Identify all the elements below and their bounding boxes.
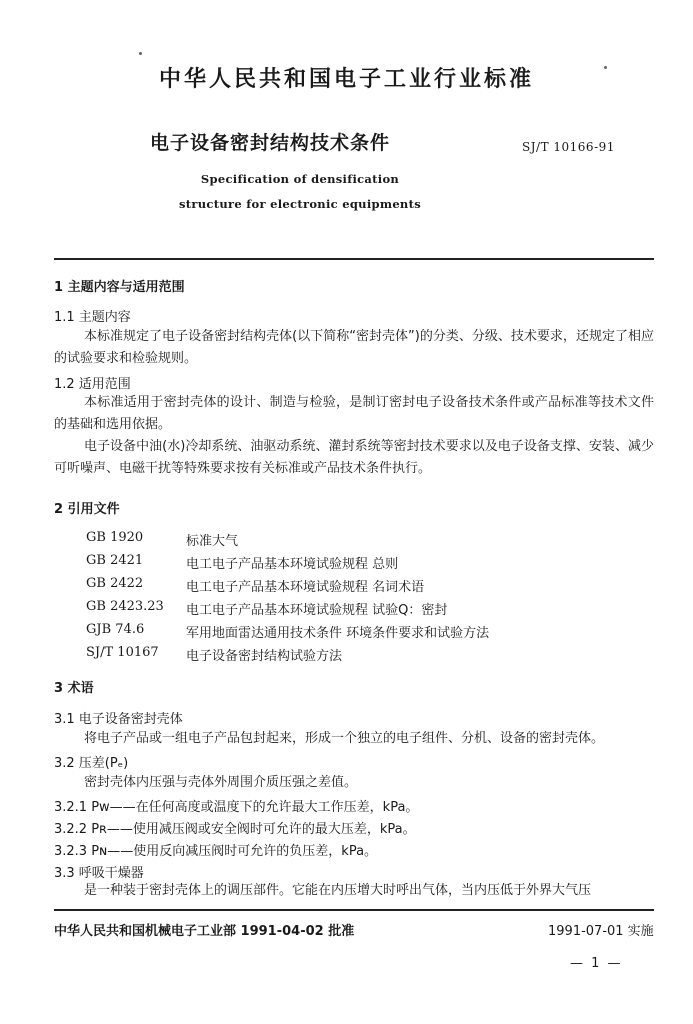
implementation-date: 1991-07-01 实施 [548, 924, 654, 939]
term-3-2-2: 3.2.2 Pʀ——使用减压阀或安全阀时可允许的最大压差，kPa。 [54, 822, 416, 837]
section-1-2-text-1: 本标准适用于密封壳体的设计、制造与检验，是制订密封电子设备技术条件或产品标准等技术文件的基础和选用依据。 [54, 395, 654, 432]
reference-code: GB 2423.23 [86, 599, 164, 614]
scan-speck [139, 52, 142, 55]
document-title: 电子设备密封结构技术条件 [150, 132, 391, 154]
issuer-approval: 中华人民共和国机械电子工业部 1991-04-02 批准 [54, 924, 355, 939]
section-3-3-heading: 3.3 呼吸干燥器 [54, 866, 144, 881]
term-3-2-3: 3.2.3 Pɴ——使用反向减压阀时可允许的负压差，kPa。 [54, 844, 378, 859]
section-1-2-heading: 1.2 适用范围 [54, 377, 131, 392]
reference-code: GB 2422 [86, 576, 144, 591]
section-1-heading: 1 主题内容与适用范围 [54, 280, 185, 295]
section-3-2-text: 密封壳体内压强与壳体外周围介质压强之差值。 [84, 775, 358, 790]
english-title-line1: Specification of densification [200, 172, 400, 186]
section-3-heading: 3 术语 [54, 681, 94, 696]
reference-title: 电工电子产品基本环境试验规程 名词术语 [186, 580, 425, 595]
reference-title: 电工电子产品基本环境试验规程 试验Q：密封 [186, 603, 448, 618]
reference-title: 电工电子产品基本环境试验规程 总则 [186, 557, 399, 572]
term-3-2-1: 3.2.1 Pᴡ——在任何高度或温度下的允许最大工作压差，kPa。 [54, 800, 419, 815]
section-3-1-heading: 3.1 电子设备密封壳体 [54, 712, 183, 727]
industry-standard-title: 中华人民共和国电子工业行业标准 [158, 67, 534, 92]
reference-code: GB 2421 [86, 553, 144, 568]
section-2-heading: 2 引用文件 [54, 502, 120, 517]
reference-code: SJ/T 10167 [86, 645, 159, 660]
reference-code: GJB 74.6 [86, 622, 145, 637]
section-3-2-heading: 3.2 压差(Pₑ) [54, 756, 129, 771]
page-number: — 1 — [570, 956, 623, 971]
header-divider [54, 258, 654, 260]
reference-title: 标准大气 [186, 534, 239, 549]
reference-code: GB 1920 [86, 530, 144, 545]
section-1-1-text: 本标准规定了电子设备密封结构壳体(以下简称“密封壳体”)的分类、分级、技术要求，还规定了相应的试验要求和检验规则。 [54, 329, 654, 366]
section-1-1-heading: 1.1 主题内容 [54, 310, 131, 325]
section-1-2-text-2: 电子设备中油(水)冷却系统、油驱动系统、灌封系统等密封技术要求以及电子设备支撑、安装、减少可听噪声、电磁干扰等特殊要求按有关标准或产品技术条件执行。 [54, 439, 654, 476]
footer-divider [54, 909, 654, 911]
standard-code: SJ/T 10166-91 [522, 140, 615, 154]
english-title-line2: structure for electronic equipments [179, 197, 421, 211]
section-3-3-text: 是一种装于密封壳体上的调压部件。它能在内压增大时呼出气体，当内压低于外界大气压 [84, 883, 592, 898]
reference-title: 电子设备密封结构试验方法 [186, 649, 343, 664]
section-3-1-text: 将电子产品或一组电子产品包封起来，形成一个独立的电子组件、分机、设备的密封壳体。 [84, 731, 605, 746]
reference-title: 军用地面雷达通用技术条件 环境条件要求和试验方法 [186, 626, 490, 641]
